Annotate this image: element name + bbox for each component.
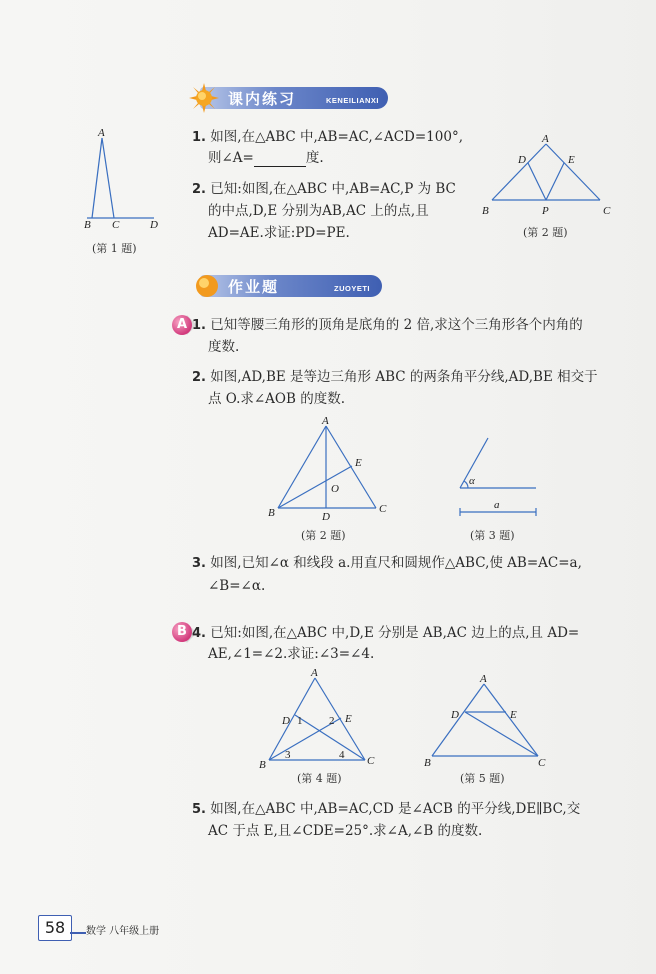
section-subtitle: ZUOYETI <box>334 284 371 293</box>
level-b-badge: B <box>172 622 192 642</box>
figure-1 <box>82 128 162 228</box>
svg-text:B: B <box>84 219 91 228</box>
homework-5-line-2: AC 于点 E,且∠CDE=25°.求∠A,∠B 的度数. <box>208 823 483 839</box>
svg-text:D: D <box>322 511 330 523</box>
svg-text:C: C <box>603 205 611 217</box>
figure-homework-5 <box>422 672 552 768</box>
homework-4-line-1 <box>192 624 579 643</box>
figure-caption: (第 3 题) <box>470 529 515 542</box>
svg-text:A: A <box>311 668 318 679</box>
homework-3-line-2: ∠B=∠α. <box>208 578 266 594</box>
figure-caption: (第 1 题) <box>92 242 137 255</box>
exercise-number: 1. <box>192 130 206 145</box>
svg-text:A: A <box>322 415 329 427</box>
section-subtitle: KENEILIANXI <box>326 96 380 105</box>
svg-text:D: D <box>282 715 290 727</box>
figure-caption: (第 5 题) <box>460 772 505 785</box>
svg-text:E: E <box>510 709 517 721</box>
footer-divider <box>70 932 86 934</box>
homework-5-line-1 <box>192 800 580 819</box>
svg-text:E: E <box>345 713 352 725</box>
exercise-2-line-3: AD=AE.求证:PD=PE. <box>208 225 350 241</box>
svg-text:B: B <box>424 757 431 768</box>
exercise-text: 如图,在△ABC 中,AB=AC,∠ACD=100°, <box>210 129 463 145</box>
figure-caption: (第 4 题) <box>297 772 342 785</box>
exercise-text: 已知:如图,在△ABC 中,AB=AC,P 为 BC <box>210 181 456 197</box>
svg-text:α: α <box>469 475 475 487</box>
svg-text:1: 1 <box>297 715 303 727</box>
exercise-number: 2. <box>192 182 206 197</box>
exercise-text: 已知:如图,在△ABC 中,D,E 分别是 AB,AC 边上的点,且 AD= <box>210 625 580 641</box>
svg-text:B: B <box>268 507 275 519</box>
svg-text:2: 2 <box>329 715 335 727</box>
svg-text:E: E <box>355 457 362 469</box>
section-title: 课内练习 <box>228 90 297 108</box>
sun-icon <box>192 271 222 301</box>
exercise-1-line-1 <box>192 128 463 147</box>
exercise-text: 如图,AD,BE 是等边三角形 ABC 的两条角平分线,AD,BE 相交于 <box>210 369 598 385</box>
svg-text:3: 3 <box>285 749 291 761</box>
svg-text:A: A <box>542 133 549 145</box>
exercise-number: 1. <box>192 318 206 333</box>
svg-text:C: C <box>538 757 546 768</box>
exercise-text: 如图,已知∠α 和线段 a.用直尺和圆规作△ABC,使 AB=AC=a, <box>210 555 582 571</box>
exercise-number: 3. <box>192 556 206 571</box>
figure-caption: (第 2 题) <box>301 529 346 542</box>
answer-blank[interactable] <box>254 152 306 167</box>
exercise-text: 如图,在△ABC 中,AB=AC,CD 是∠ACB 的平分线,DE∥BC,交 <box>210 801 581 817</box>
homework-1-line-1 <box>192 316 583 335</box>
svg-text:D: D <box>150 219 158 228</box>
svg-text:C: C <box>367 755 375 767</box>
svg-text:E: E <box>568 154 575 166</box>
homework-2-line-2: 点 O.求∠AOB 的度数. <box>208 391 345 407</box>
figure-2 <box>478 132 618 222</box>
svg-text:P: P <box>542 205 549 217</box>
figure-homework-3 <box>452 430 542 520</box>
svg-text:O: O <box>331 483 339 495</box>
page-number: 58 <box>38 915 72 941</box>
sun-icon <box>189 83 219 113</box>
svg-text:B: B <box>482 205 489 217</box>
svg-text:C: C <box>379 503 387 515</box>
exercise-1-line-2 <box>208 149 324 167</box>
homework-2-line-1 <box>192 368 598 387</box>
exercise-number: 2. <box>192 370 206 385</box>
svg-text:A: A <box>98 128 105 139</box>
exercise-2-line-2: 的中点,D,E 分别为AB,AC 上的点,且 <box>208 203 429 219</box>
exercise-2-line-1 <box>192 180 456 199</box>
figure-caption: (第 2 题) <box>523 226 568 239</box>
exercise-text: 则∠A= <box>208 150 254 166</box>
svg-text:A: A <box>480 673 487 685</box>
figure-homework-4 <box>255 668 380 770</box>
book-title: 数学 八年级上册 <box>86 926 160 937</box>
exercise-number: 5. <box>192 802 206 817</box>
exercise-number: 4. <box>192 626 206 641</box>
svg-text:a: a <box>494 499 500 511</box>
homework-1-line-2: 度数. <box>208 339 240 355</box>
svg-text:D: D <box>518 154 526 166</box>
svg-text:4: 4 <box>339 749 345 761</box>
figure-homework-2 <box>264 414 394 526</box>
homework-3-line-1 <box>192 554 582 573</box>
exercise-text: 度. <box>305 150 324 166</box>
svg-text:B: B <box>259 759 266 770</box>
section-title: 作业题 <box>228 278 280 296</box>
svg-text:D: D <box>451 709 459 721</box>
homework-4-line-2: AE,∠1=∠2.求证:∠3=∠4. <box>208 646 375 662</box>
svg-text:C: C <box>112 219 120 228</box>
level-a-badge: A <box>172 315 192 335</box>
exercise-text: 已知等腰三角形的顶角是底角的 2 倍,求这个三角形各个内角的 <box>210 317 583 333</box>
